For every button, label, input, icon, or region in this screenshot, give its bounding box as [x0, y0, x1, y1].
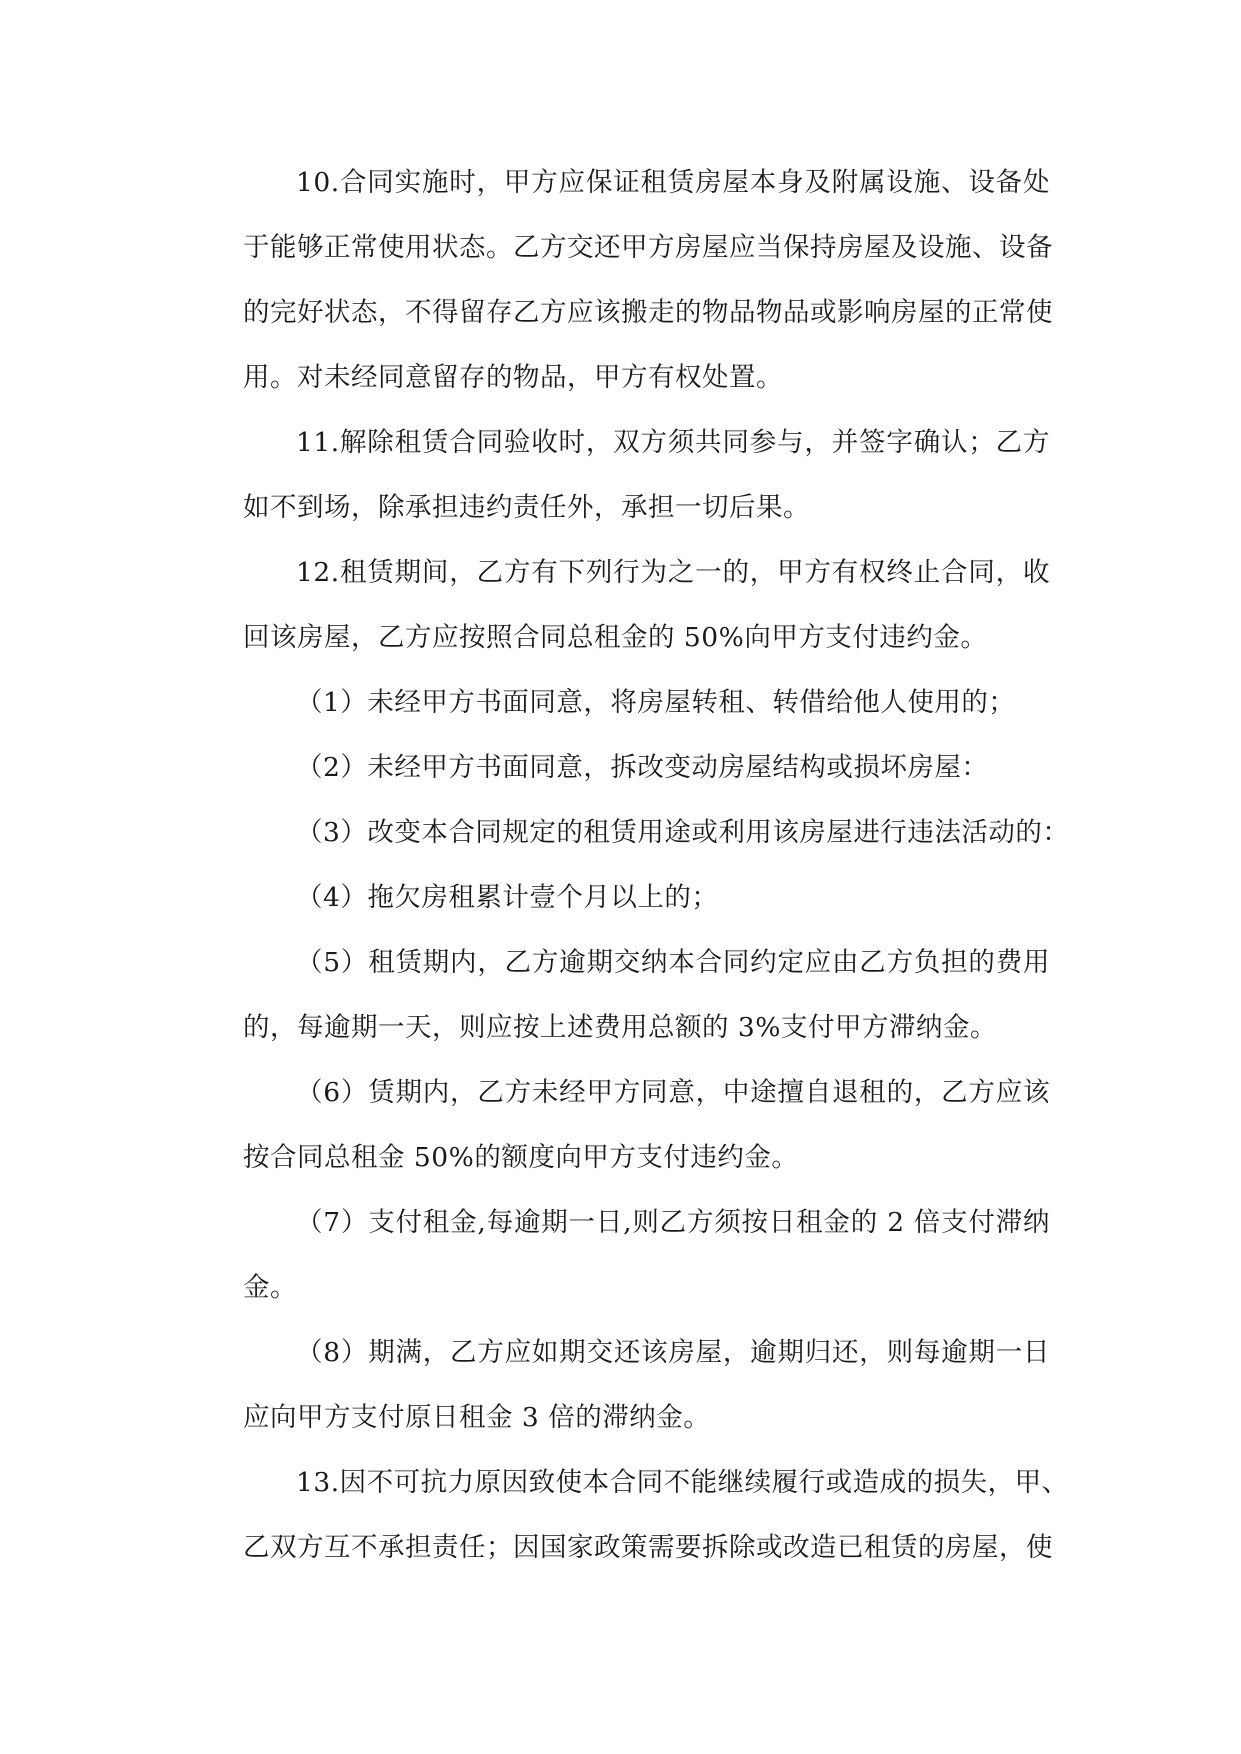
clause-12-item-1: [190, 670, 1050, 735]
text-line: 于能够正常使用状态。乙方交还甲方房屋应当保持房屋及设施、设备: [243, 232, 1053, 263]
clause-12-item-6: [190, 1060, 1050, 1190]
text-line: 10.合同实施时，甲方应保证租赁房屋本身及附属设施、设备处: [296, 167, 1050, 198]
clause-11-paragraph: [190, 410, 1050, 540]
document-page: [190, 150, 1070, 1580]
clause-10-paragraph: [190, 150, 1053, 410]
clause-12-item-5: [190, 930, 1050, 1060]
text-line: 按合同总租金 50%的额度向甲方支付违约金。: [243, 1142, 799, 1173]
text-line: 用。对未经同意留存的物品，甲方有权处置。: [243, 362, 783, 393]
text-line: （7）支付租金,每逾期一日,则乙方须按日租金的 2 倍支付滞纳: [296, 1207, 1050, 1238]
text-line: 乙双方互不承担责任；因国家政策需要拆除或改造已租赁的房屋，使: [243, 1532, 1053, 1563]
text-line: 如不到场，除承担违约责任外，承担一切后果。: [243, 492, 810, 523]
text-line: （8）期满，乙方应如期交还该房屋，逾期归还，则每逾期一日: [296, 1337, 1050, 1368]
clause-12-item-8: [190, 1320, 1050, 1450]
clause-13-paragraph: [190, 1450, 1069, 1580]
text-line: 13.因不可抗力原因致使本合同不能继续履行或造成的损失，甲、: [296, 1467, 1069, 1498]
text-line: 应向甲方支付原日租金 3 倍的滞纳金。: [243, 1402, 711, 1433]
clause-12-item-2: [190, 735, 1050, 800]
clause-12-paragraph: [190, 540, 1050, 670]
clause-12-item-7: [190, 1190, 1050, 1320]
text-line: （4）拖欠房租累计壹个月以上的；: [296, 882, 719, 913]
text-line: （6）赁期内，乙方未经甲方同意，中途擅自退租的，乙方应该: [296, 1077, 1050, 1108]
text-line: 回该房屋，乙方应按照合同总租金的 50%向甲方支付违约金。: [243, 622, 988, 653]
text-line: 12.租赁期间，乙方有下列行为之一的，甲方有权终止合同，收: [296, 557, 1050, 588]
text-line: （1）未经甲方书面同意，将房屋转租、转借给他人使用的；: [296, 687, 1016, 718]
text-line: （3）改变本合同规定的租赁用途或利用该房屋进行违法活动的：: [296, 817, 1070, 848]
text-line: 的，每逾期一天，则应按上述费用总额的 3%支付甲方滞纳金。: [243, 1012, 997, 1043]
text-line: 11.解除租赁合同验收时，双方须共同参与，并签字确认；乙方: [296, 427, 1050, 458]
clause-12-item-4: [190, 865, 1050, 930]
clause-12-item-3: [190, 800, 1070, 865]
text-line: 金。: [243, 1272, 297, 1303]
text-line: （2）未经甲方书面同意，拆改变动房屋结构或损坏房屋：: [296, 752, 989, 783]
text-line: （5）租赁期内，乙方逾期交纳本合同约定应由乙方负担的费用: [296, 947, 1050, 978]
text-line: 的完好状态，不得留存乙方应该搬走的物品物品或影响房屋的正常使: [243, 297, 1053, 328]
